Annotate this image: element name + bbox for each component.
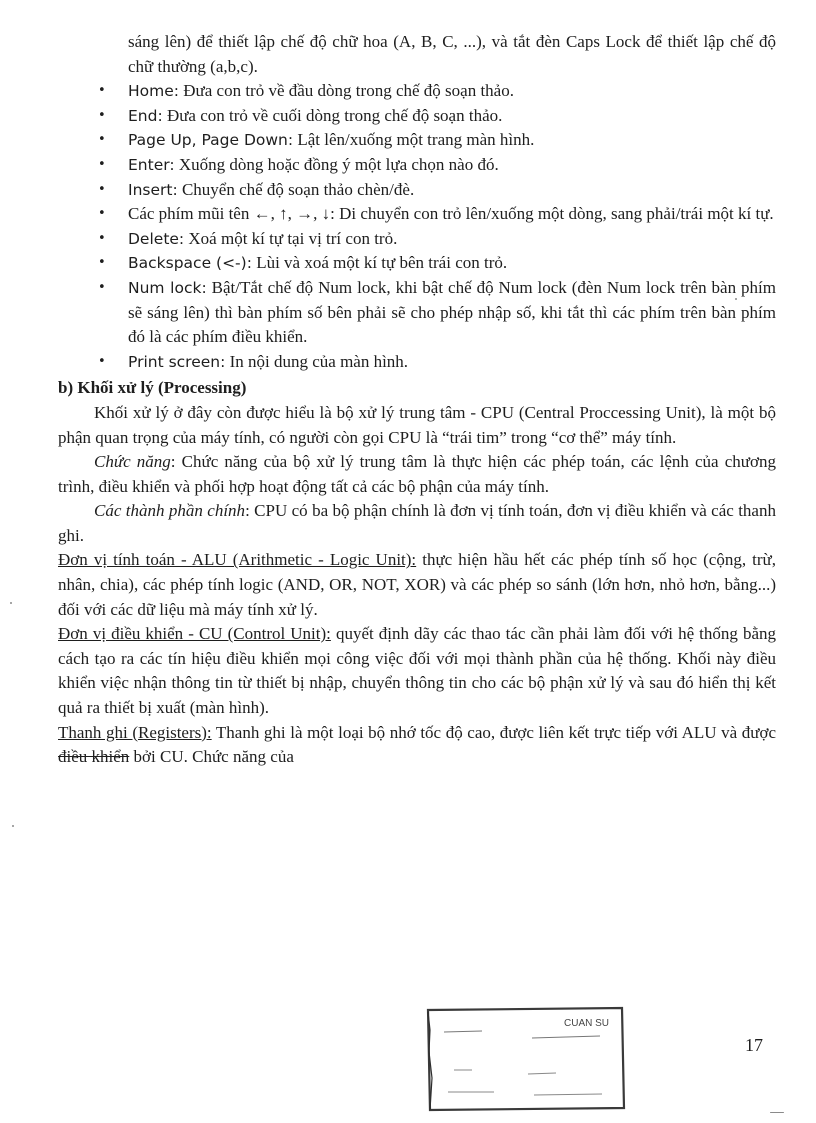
key-name: Home: — [128, 82, 179, 101]
key-name: Delete: — [128, 229, 185, 248]
key-description: Đưa con trỏ về cuối dòng trong chế độ soạn thảo. — [162, 105, 503, 125]
scan-speck — [770, 1112, 784, 1113]
alu-text: thực hiện hầu hết các phép tính số học (cộng, trừ, nhân, chia), các phép tính logic (AND, OR, NOT, XOR) và các phép so sánh (lớn hơn, nhỏ hơn, bằng...) đối với các dữ liệu mà máy tính xử lý. — [58, 550, 776, 619]
key-description: Đưa con trỏ về đầu dòng trong chế độ soạn thảo. — [179, 81, 514, 101]
key-name: Page Up, Page Down: — [128, 131, 294, 150]
key-description: Xuống dòng hoặc đồng ý một lựa chọn nào đó. — [174, 154, 499, 174]
key-description: Bật/Tắt chế độ Num lock, khi bật chế độ Num lock (đèn Num lock trên bàn phím sẽ sáng lên) thì bàn phím số bên phải sẽ cho phép nhập số, khi tắt thì các phím trên bàn phím đó là các phím điều khiển. — [128, 277, 776, 347]
list-item — [58, 178, 776, 203]
function-text: : Chức năng của bộ xử lý trung tâm là thực hiện các phép toán, các lệnh của chương trình, điều khiển và phối hợp hoạt động tất cả các bộ phận của máy tính. — [58, 452, 776, 496]
bullet-icon: • — [98, 353, 106, 369]
bullet-icon: • — [98, 107, 106, 123]
key-description: Lật lên/xuống một trang màn hình. — [293, 130, 535, 150]
registers-paragraph — [58, 721, 776, 770]
library-stamp — [424, 1000, 627, 1113]
keyboard-key-list — [58, 79, 776, 374]
list-item — [58, 251, 776, 276]
key-name: Num lock: — [128, 278, 207, 297]
bullet-icon: • — [98, 83, 106, 99]
list-item — [58, 128, 776, 153]
cu-term: Đơn vị điều khiển - CU (Control Unit): — [58, 624, 331, 644]
bullet-icon: • — [98, 156, 106, 172]
bullet-icon: • — [98, 181, 106, 197]
key-name: End: — [128, 106, 163, 125]
bullet-icon: • — [98, 279, 106, 295]
key-description: Lùi và xoá một kí tự bên trái con trỏ. — [251, 253, 508, 273]
caps-lock-continuation: sáng lên) để thiết lập chế độ chữ hoa (A, B, C, ...), và tắt đèn Caps Lock để thiết lập chế độ chữ thường (a,b,c). — [128, 32, 776, 76]
list-item — [58, 104, 776, 129]
registers-term: Thanh ghi (Registers): — [58, 722, 212, 742]
registers-struck-text: điều khiển — [58, 747, 130, 767]
bullet-icon: • — [98, 230, 106, 246]
bullet-icon: • — [98, 255, 106, 271]
key-name: Insert: — [128, 180, 178, 199]
list-item — [58, 227, 776, 252]
cu-text: quyết định dãy các thao tác cần phải làm đối với hệ thống bằng cách tạo ra các tín hiệu điều khiển mọi công việc đối với mọi thành phần của hệ thống. Khối này điều khiển việc nhận thông tin từ thiết bị nhập, chuyển thông tin cho các bộ phận xử lý và sau đó hiển thị kết quả ra thiết bị xuất (màn hình). — [58, 624, 776, 718]
cpu-components-paragraph — [58, 499, 776, 548]
section-heading: b) Khối xử lý (Processing) — [58, 378, 247, 398]
stamp-rule — [444, 1031, 482, 1032]
stamp-rule — [534, 1094, 602, 1095]
registers-text-1: Thanh ghi là một loại bộ nhớ tốc độ cao, được liên kết trực tiếp với ALU và được — [211, 722, 776, 742]
list-item — [58, 350, 776, 375]
key-description: Xoá một kí tự tại vị trí con trỏ. — [184, 228, 398, 248]
cpu-intro-paragraph: Khối xử lý ở đây còn được hiểu là bộ xử lý trung tâm - CPU (Central Proccessing Unit), là một bộ phận quan trọng của máy tính, có người còn gọi CPU là “trái tim” trong “cơ thể” máy tính. — [58, 402, 776, 447]
page-text-column — [58, 30, 776, 770]
bullet-icon: • — [98, 206, 106, 222]
function-label: Chức năng — [94, 452, 171, 472]
bullet-icon: • — [98, 132, 106, 148]
list-item — [58, 153, 776, 178]
alu-paragraph — [58, 548, 776, 622]
alu-term: Đơn vị tính toán - ALU (Arithmetic - Logic Unit): — [58, 550, 417, 570]
components-label: Các thành phần chính — [94, 501, 246, 521]
scan-speck — [10, 602, 12, 604]
page-number: 17 — [745, 1035, 763, 1055]
list-item — [58, 79, 776, 104]
scan-speck — [12, 825, 14, 827]
stamp-rule — [528, 1073, 556, 1074]
key-description: In nội dung của màn hình. — [225, 351, 409, 371]
key-description: Các phím mũi tên ←, ↑, →, ↓: Di chuyển con trỏ lên/xuống một dòng, sang phải/trái một kí tự. — [128, 204, 774, 224]
list-item — [58, 276, 776, 350]
key-description: Chuyển chế độ soạn thảo chèn/đè. — [177, 179, 415, 199]
key-name: Backspace (<-): — [128, 254, 252, 273]
scan-speck — [735, 298, 737, 300]
cu-paragraph — [58, 622, 776, 720]
key-name: Print screen: — [128, 352, 226, 371]
registers-text-2: bởi CU. Chức năng của — [129, 747, 294, 767]
list-item — [58, 202, 776, 227]
cpu-function-paragraph — [58, 450, 776, 499]
key-name: Enter: — [128, 155, 175, 174]
stamp-label: CUAN SU — [564, 1018, 610, 1029]
stamp-rule — [532, 1036, 600, 1038]
components-text: : CPU có ba bộ phận chính là đơn vị tính toán, đơn vị điều khiển và các thanh ghi. — [58, 501, 776, 545]
